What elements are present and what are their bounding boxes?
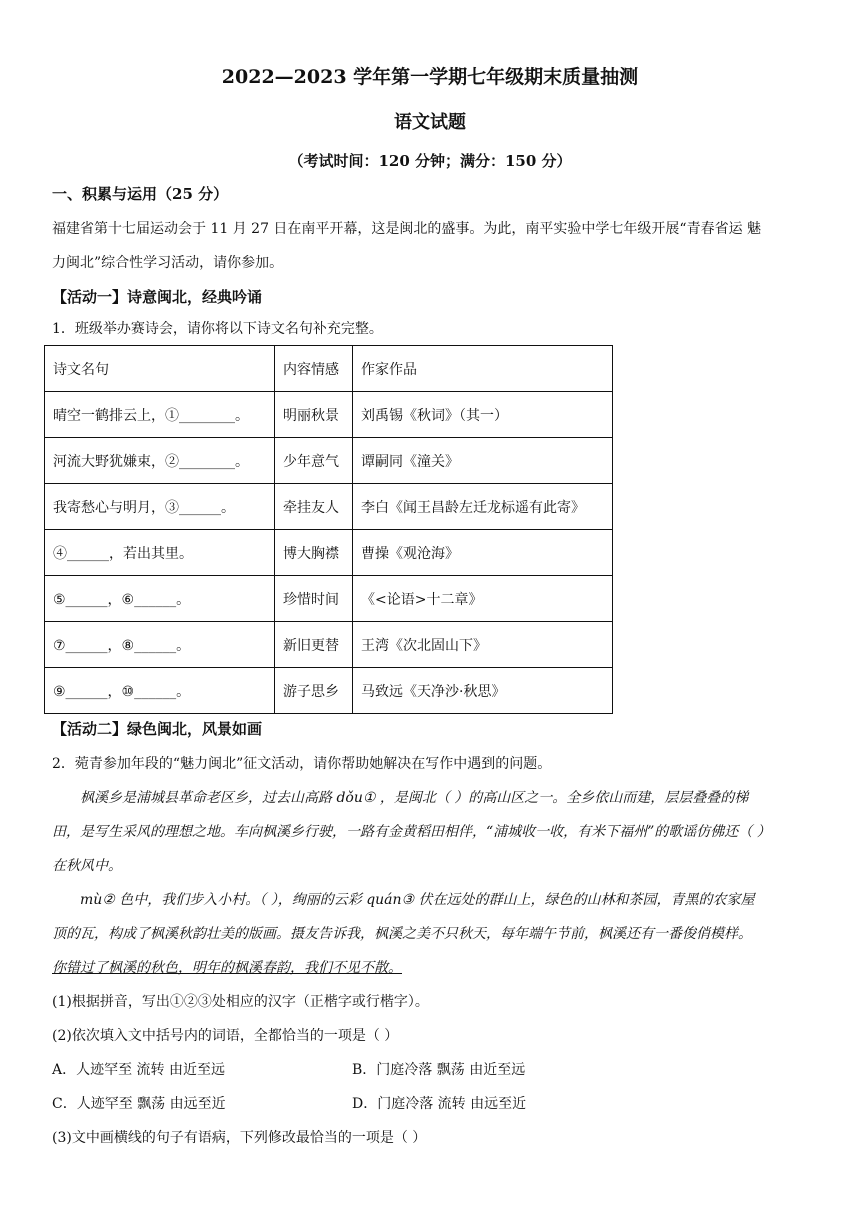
author-work-cell: 王湾《次北固山下》 (353, 622, 613, 668)
poem-line-cell: ④______，若出其里。 (45, 530, 275, 576)
question-2: 2．菀青参加年段的“魅力闽北”征文活动，请你帮助她解决在写作中遇到的问题。 (52, 756, 552, 772)
table-header-row (45, 346, 613, 392)
poem-line-cell: 河流大野犹嫌束，②________。 (45, 438, 275, 484)
author-work-cell: 《<论语>十二章》 (353, 576, 613, 622)
poem-line-cell: ⑨______，⑩______。 (45, 668, 275, 714)
sub-question-2: (2)依次填入文中括号内的词语，全都恰当的一项是（ ） (52, 1028, 399, 1044)
passage-line: mù② 色中，我们步入小村。（ ），绚丽的云彩 quán③ 伏在远处的群山上，绿色的山林和茶园，青黑的农家屋 (80, 892, 755, 908)
emotion-cell: 少年意气 (275, 438, 353, 484)
intro-line-1: 福建省第十七届运动会于 11 月 27 日在南平开幕，这是闽北的盛事。为此，南平实验中学七年级开展“青春省运 魅 (52, 221, 762, 237)
question-1: 1．班级举办赛诗会，请你将以下诗文名句补充完整。 (52, 321, 383, 337)
poem-line-cell: ⑤______，⑥______。 (45, 576, 275, 622)
emotion-cell: 明丽秋景 (275, 392, 353, 438)
exam-title: 2022—2023 学年第一学期七年级期末质量抽测 (221, 66, 639, 88)
poem-line-cell: 晴空一鹤排云上，①________。 (45, 392, 275, 438)
table-row (45, 438, 613, 484)
subject-title: 语文试题 (394, 112, 466, 133)
emotion-cell: 珍惜时间 (275, 576, 353, 622)
passage-line: 在秋风中。 (52, 858, 122, 874)
option-c[interactable]: C．人迹罕至 飘荡 由远至近 (52, 1096, 226, 1112)
activity2-heading: 【活动二】绿色闽北，风景如画 (52, 720, 263, 738)
sub-question-3: (3)文中画横线的句子有语病，下列修改最恰当的一项是（ ） (52, 1130, 427, 1146)
table-row (45, 530, 613, 576)
author-work-cell: 刘禹锡《秋词》（其一） (353, 392, 613, 438)
option-b[interactable]: B．门庭冷落 飘荡 由近至远 (352, 1062, 526, 1078)
emotion-cell: 新旧更替 (275, 622, 353, 668)
author-work-cell: 谭嗣同《潼关》 (353, 438, 613, 484)
poem-line-cell: 我寄愁心与明月，③______。 (45, 484, 275, 530)
option-a[interactable]: A．人迹罕至 流转 由近至远 (52, 1062, 226, 1078)
table-row (45, 622, 613, 668)
header-cell: 内容情感 (275, 346, 353, 392)
table-row (45, 484, 613, 530)
intro-line-2: 力闽北”综合性学习活动，请你参加。 (52, 255, 284, 271)
sub-question-1: (1)根据拼音，写出①②③处相应的汉字（正楷字或行楷字）。 (52, 994, 429, 1010)
table-row (45, 392, 613, 438)
poem-table (44, 345, 613, 714)
table-row (45, 668, 613, 714)
header-cell: 诗文名句 (45, 346, 275, 392)
author-work-cell: 曹操《观沧海》 (353, 530, 613, 576)
underlined-sentence: 你错过了枫溪的秋色，明年的枫溪春韵，我们不见不散。 (52, 960, 402, 976)
option-d[interactable]: D．门庭冷落 流转 由远至近 (352, 1096, 527, 1112)
passage-line: 顶的瓦，构成了枫溪秋韵壮美的版画。摄友告诉我，枫溪之美不只秋天，每年端午节前，枫溪还有一番俊俏模样。 (52, 926, 752, 942)
exam-info: （考试时间：120 分钟；满分：150 分） (288, 152, 572, 170)
passage-line: 田，是写生采风的理想之地。车向枫溪乡行驶，一路有金黄稻田相伴，“浦城收一收，有米下福州”的歌谣仿佛还（ ） (52, 824, 771, 840)
emotion-cell: 牵挂友人 (275, 484, 353, 530)
emotion-cell: 博大胸襟 (275, 530, 353, 576)
section1-heading: 一、积累与运用（25 分） (52, 185, 229, 203)
poem-line-cell: ⑦______，⑧______。 (45, 622, 275, 668)
passage-line: 枫溪乡是浦城县革命老区乡，过去山高路 dǒu① ，是闽北（ ）的高山区之一。全乡依山而建，层层叠叠的梯 (80, 790, 749, 806)
table-row (45, 576, 613, 622)
activity1-heading: 【活动一】诗意闽北，经典吟诵 (52, 288, 263, 306)
emotion-cell: 游子思乡 (275, 668, 353, 714)
author-work-cell: 李白《闻王昌龄左迁龙标遥有此寄》 (353, 484, 613, 530)
header-cell: 作家作品 (353, 346, 613, 392)
author-work-cell: 马致远《天净沙·秋思》 (353, 668, 613, 714)
